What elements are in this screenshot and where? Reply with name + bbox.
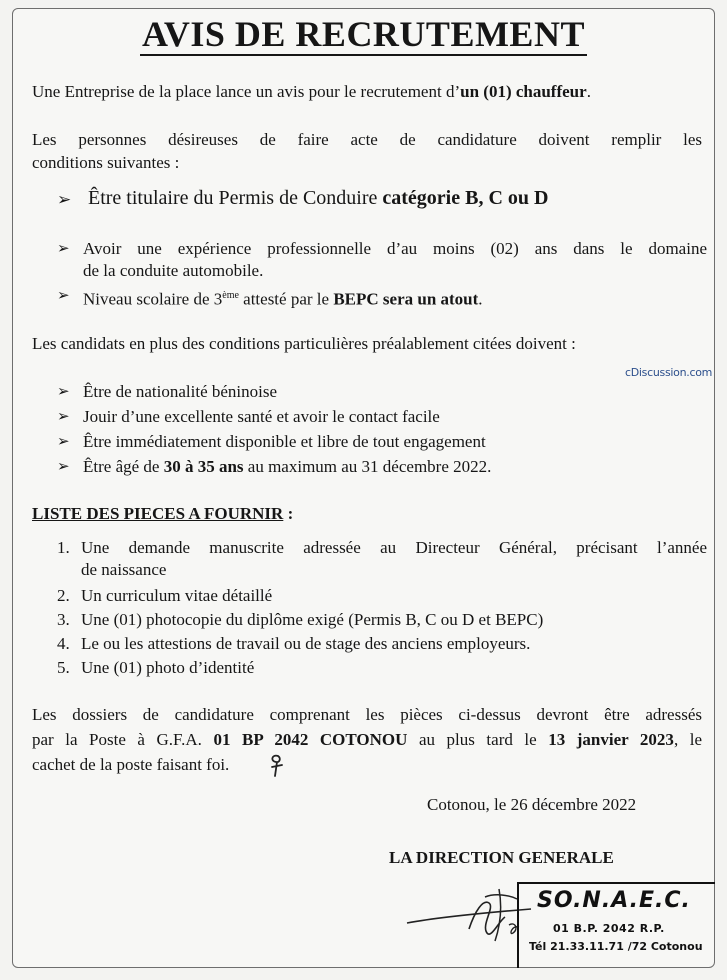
closing-line1: Les dossiers de candidature comprenant les pièces ci-dessus devront être adressés <box>32 705 702 724</box>
arrow-bullet-icon: ➢ <box>57 190 72 209</box>
conditions-intro-line1: Les personnes désireuses de faire acte de candidature doivent remplir les <box>32 130 702 149</box>
condition-item: ➢ Avoir une expérience professionnelle d’au moins (02) ans dans le domaine de la conduite automobile. <box>57 239 707 280</box>
documents-heading: LISTE DES PIECES A FOURNIR : <box>32 504 294 523</box>
place-date: Cotonou, le 26 décembre 2022 <box>427 795 637 814</box>
document-item: 5. Une (01) photo d’identité <box>57 658 255 677</box>
requirement-item: ➢ Jouir d’une excellente santé et avoir le contact facile <box>57 407 440 426</box>
closing-line2: par la Poste à G.F.A. 01 BP 2042 COTONOU au plus tard le 13 janvier 2023, le <box>32 730 702 749</box>
arrow-bullet-icon: ➢ <box>57 409 70 425</box>
document-item: 1. Une demande manuscrite adressée au Directeur Général, précisant l’année de naissance <box>57 538 707 579</box>
document-item: 4. Le ou les attestions de travail ou de stage des anciens employeurs. <box>57 634 531 653</box>
document-item: 3. Une (01) photocopie du diplôme exigé (Permis B, C ou D et BEPC) <box>57 610 544 629</box>
arrow-bullet-icon: ➢ <box>57 434 70 450</box>
handwritten-mark-icon <box>268 752 286 778</box>
watermark: cDiscussion.com <box>625 366 713 379</box>
requirement-item: ➢ Être de nationalité béninoise <box>57 382 278 401</box>
condition-item: ➢ Niveau scolaire de 3ème attesté par le BEPC sera un atout. <box>57 285 707 307</box>
requirement-item: ➢ Être immédiatement disponible et libre de tout engagement <box>57 432 486 451</box>
additional-intro: Les candidats en plus des conditions particulières préalablement citées doivent : <box>32 334 576 353</box>
document-item: 2. Un curriculum vitae détaillé <box>57 586 273 605</box>
intro-paragraph: Une Entreprise de la place lance un avis pour le recrutement d’un (01) chauffeur. <box>32 82 591 101</box>
arrow-bullet-icon: ➢ <box>57 384 70 400</box>
company-stamp: SO.N.A.E.C. 01 B.P. 2042 R.P. Tél 21.33.11.71 /72 Cotonou <box>517 882 715 968</box>
arrow-bullet-icon: ➢ <box>57 459 70 475</box>
signatory: LA DIRECTION GENERALE <box>389 848 614 867</box>
condition-item <box>57 185 707 213</box>
page-title: AVIS DE RECRUTEMENT <box>142 14 585 54</box>
condition-text: Être titulaire du Permis de Conduire catégorie B, C ou D <box>88 187 549 209</box>
closing-line3: cachet de la poste faisant foi. <box>32 754 229 776</box>
arrow-bullet-icon: ➢ <box>57 241 70 257</box>
document-page <box>12 8 715 968</box>
conditions-intro-line2: conditions suivantes : <box>32 153 180 172</box>
arrow-bullet-icon: ➢ <box>57 288 70 304</box>
requirement-item: ➢ Être âgé de 30 à 35 ans au maximum au 31 décembre 2022. <box>57 457 492 476</box>
